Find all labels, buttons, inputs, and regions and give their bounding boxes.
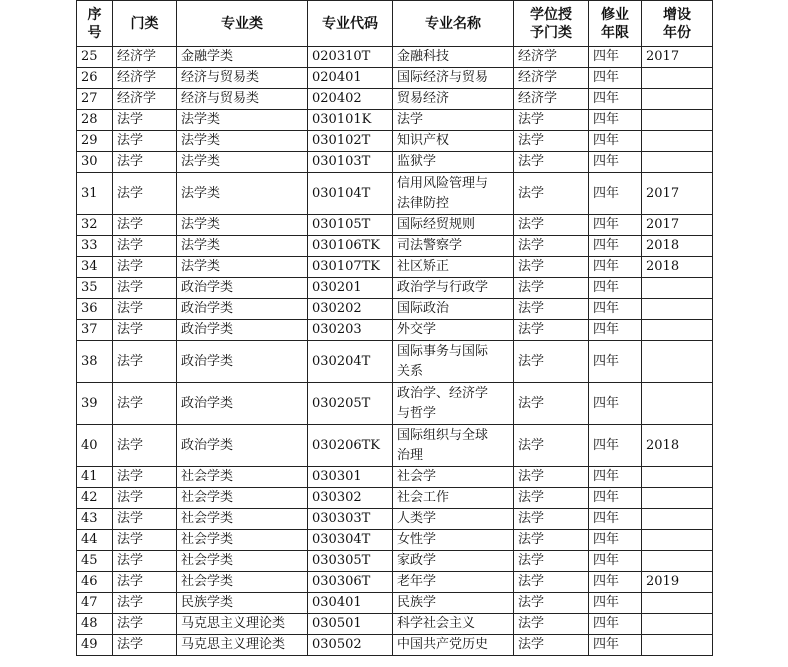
table-body xyxy=(77,47,713,656)
cell-class: 法学类 xyxy=(177,257,308,278)
cell-degree: 法学 xyxy=(514,593,589,614)
table-row xyxy=(77,173,713,215)
cell-no: 37 xyxy=(77,320,113,341)
cell-class: 金融学类 xyxy=(177,47,308,68)
cell-degree: 法学 xyxy=(514,236,589,257)
cell-code: 020310T xyxy=(308,47,393,68)
cell-name: 社区矫正 xyxy=(393,257,514,278)
cell-name: 政治学与行政学 xyxy=(393,278,514,299)
cell-code: 020401 xyxy=(308,68,393,89)
table-row xyxy=(77,467,713,488)
cell-category: 法学 xyxy=(113,614,177,635)
cell-name: 国际组织与全球 治理 xyxy=(393,425,514,467)
cell-class: 社会学类 xyxy=(177,467,308,488)
cell-class: 政治学类 xyxy=(177,299,308,320)
cell-no: 28 xyxy=(77,110,113,131)
cell-category: 法学 xyxy=(113,509,177,530)
cell-category: 法学 xyxy=(113,341,177,383)
cell-class: 法学类 xyxy=(177,236,308,257)
table-row xyxy=(77,215,713,236)
cell-name: 司法警察学 xyxy=(393,236,514,257)
cell-degree: 法学 xyxy=(514,131,589,152)
cell-degree: 经济学 xyxy=(514,89,589,110)
cell-years: 四年 xyxy=(589,131,642,152)
majors-sheet xyxy=(76,0,712,656)
cell-name: 社会工作 xyxy=(393,488,514,509)
cell-category: 法学 xyxy=(113,635,177,656)
cell-code: 030105T xyxy=(308,215,393,236)
table-row xyxy=(77,635,713,656)
cell-no: 41 xyxy=(77,467,113,488)
table-row xyxy=(77,551,713,572)
cell-years: 四年 xyxy=(589,425,642,467)
cell-no: 40 xyxy=(77,425,113,467)
cell-added-year xyxy=(642,614,713,635)
cell-years: 四年 xyxy=(589,299,642,320)
cell-years: 四年 xyxy=(589,68,642,89)
cell-name: 金融科技 xyxy=(393,47,514,68)
cell-category: 法学 xyxy=(113,488,177,509)
cell-code: 030102T xyxy=(308,131,393,152)
cell-added-year xyxy=(642,467,713,488)
cell-years: 四年 xyxy=(589,530,642,551)
cell-added-year: 2018 xyxy=(642,257,713,278)
cell-added-year xyxy=(642,131,713,152)
cell-code: 030103T xyxy=(308,152,393,173)
cell-no: 38 xyxy=(77,341,113,383)
cell-code: 030206TK xyxy=(308,425,393,467)
cell-category: 法学 xyxy=(113,257,177,278)
cell-class: 政治学类 xyxy=(177,278,308,299)
cell-no: 25 xyxy=(77,47,113,68)
cell-no: 31 xyxy=(77,173,113,215)
cell-added-year: 2019 xyxy=(642,572,713,593)
cell-code: 030101K xyxy=(308,110,393,131)
cell-name: 政治学、经济学 与哲学 xyxy=(393,383,514,425)
cell-no: 32 xyxy=(77,215,113,236)
cell-category: 经济学 xyxy=(113,89,177,110)
table-row xyxy=(77,257,713,278)
cell-category: 法学 xyxy=(113,131,177,152)
cell-no: 42 xyxy=(77,488,113,509)
cell-no: 29 xyxy=(77,131,113,152)
cell-no: 30 xyxy=(77,152,113,173)
cell-category: 法学 xyxy=(113,215,177,236)
cell-class: 经济与贸易类 xyxy=(177,89,308,110)
cell-category: 法学 xyxy=(113,173,177,215)
cell-degree: 法学 xyxy=(514,320,589,341)
cell-class: 马克思主义理论类 xyxy=(177,614,308,635)
table-row xyxy=(77,509,713,530)
cell-degree: 法学 xyxy=(514,278,589,299)
table-row xyxy=(77,68,713,89)
cell-degree: 法学 xyxy=(514,467,589,488)
cell-category: 法学 xyxy=(113,320,177,341)
cell-years: 四年 xyxy=(589,110,642,131)
cell-added-year: 2017 xyxy=(642,173,713,215)
cell-years: 四年 xyxy=(589,572,642,593)
cell-code: 030305T xyxy=(308,551,393,572)
cell-class: 政治学类 xyxy=(177,341,308,383)
cell-no: 39 xyxy=(77,383,113,425)
cell-category: 法学 xyxy=(113,572,177,593)
table-row xyxy=(77,47,713,68)
cell-no: 47 xyxy=(77,593,113,614)
cell-category: 法学 xyxy=(113,236,177,257)
cell-class: 马克思主义理论类 xyxy=(177,635,308,656)
cell-added-year xyxy=(642,152,713,173)
cell-no: 45 xyxy=(77,551,113,572)
cell-class: 法学类 xyxy=(177,131,308,152)
cell-code: 030106TK xyxy=(308,236,393,257)
table-row xyxy=(77,593,713,614)
cell-degree: 法学 xyxy=(514,383,589,425)
table-row xyxy=(77,572,713,593)
cell-years: 四年 xyxy=(589,614,642,635)
table-row xyxy=(77,110,713,131)
cell-no: 27 xyxy=(77,89,113,110)
cell-degree: 经济学 xyxy=(514,47,589,68)
cell-degree: 法学 xyxy=(514,173,589,215)
cell-name: 人类学 xyxy=(393,509,514,530)
cell-name: 中国共产党历史 xyxy=(393,635,514,656)
cell-class: 法学类 xyxy=(177,110,308,131)
cell-code: 030501 xyxy=(308,614,393,635)
cell-name: 监狱学 xyxy=(393,152,514,173)
cell-years: 四年 xyxy=(589,509,642,530)
header-degree: 学位授 予门类 xyxy=(514,1,589,47)
cell-class: 法学类 xyxy=(177,215,308,236)
cell-years: 四年 xyxy=(589,551,642,572)
cell-class: 法学类 xyxy=(177,152,308,173)
cell-code: 030201 xyxy=(308,278,393,299)
header-no: 序 号 xyxy=(77,1,113,47)
cell-degree: 法学 xyxy=(514,635,589,656)
cell-degree: 法学 xyxy=(514,551,589,572)
cell-degree: 法学 xyxy=(514,488,589,509)
table-row xyxy=(77,131,713,152)
cell-no: 34 xyxy=(77,257,113,278)
cell-name: 社会学 xyxy=(393,467,514,488)
table-row xyxy=(77,488,713,509)
cell-name: 知识产权 xyxy=(393,131,514,152)
cell-years: 四年 xyxy=(589,47,642,68)
cell-class: 经济与贸易类 xyxy=(177,68,308,89)
cell-years: 四年 xyxy=(589,173,642,215)
cell-years: 四年 xyxy=(589,278,642,299)
table-row xyxy=(77,530,713,551)
cell-years: 四年 xyxy=(589,635,642,656)
header-row xyxy=(77,1,713,47)
cell-years: 四年 xyxy=(589,89,642,110)
cell-code: 020402 xyxy=(308,89,393,110)
cell-name: 家政学 xyxy=(393,551,514,572)
cell-code: 030306T xyxy=(308,572,393,593)
cell-class: 社会学类 xyxy=(177,488,308,509)
cell-degree: 法学 xyxy=(514,257,589,278)
cell-category: 经济学 xyxy=(113,68,177,89)
cell-added-year: 2017 xyxy=(642,47,713,68)
cell-code: 030502 xyxy=(308,635,393,656)
cell-years: 四年 xyxy=(589,383,642,425)
cell-added-year xyxy=(642,383,713,425)
cell-added-year: 2017 xyxy=(642,215,713,236)
cell-degree: 经济学 xyxy=(514,68,589,89)
cell-category: 经济学 xyxy=(113,47,177,68)
cell-no: 26 xyxy=(77,68,113,89)
cell-added-year: 2018 xyxy=(642,425,713,467)
header-class: 专业类 xyxy=(177,1,308,47)
cell-degree: 法学 xyxy=(514,341,589,383)
table-row xyxy=(77,299,713,320)
cell-added-year xyxy=(642,110,713,131)
cell-years: 四年 xyxy=(589,467,642,488)
cell-added-year xyxy=(642,530,713,551)
cell-code: 030302 xyxy=(308,488,393,509)
cell-no: 46 xyxy=(77,572,113,593)
cell-class: 社会学类 xyxy=(177,509,308,530)
cell-code: 030203 xyxy=(308,320,393,341)
cell-code: 030205T xyxy=(308,383,393,425)
cell-class: 社会学类 xyxy=(177,551,308,572)
cell-category: 法学 xyxy=(113,278,177,299)
cell-category: 法学 xyxy=(113,299,177,320)
cell-code: 030107TK xyxy=(308,257,393,278)
cell-added-year xyxy=(642,299,713,320)
majors-table xyxy=(76,0,713,656)
cell-name: 女性学 xyxy=(393,530,514,551)
cell-degree: 法学 xyxy=(514,509,589,530)
cell-no: 33 xyxy=(77,236,113,257)
table-row xyxy=(77,614,713,635)
cell-added-year xyxy=(642,68,713,89)
cell-name: 国际经济与贸易 xyxy=(393,68,514,89)
cell-code: 030301 xyxy=(308,467,393,488)
cell-added-year xyxy=(642,341,713,383)
header-years: 修业 年限 xyxy=(589,1,642,47)
cell-years: 四年 xyxy=(589,593,642,614)
cell-degree: 法学 xyxy=(514,425,589,467)
cell-class: 社会学类 xyxy=(177,572,308,593)
cell-name: 信用风险管理与 法律防控 xyxy=(393,173,514,215)
cell-code: 030204T xyxy=(308,341,393,383)
cell-class: 法学类 xyxy=(177,173,308,215)
table-row xyxy=(77,89,713,110)
cell-class: 社会学类 xyxy=(177,530,308,551)
cell-no: 49 xyxy=(77,635,113,656)
cell-category: 法学 xyxy=(113,467,177,488)
cell-category: 法学 xyxy=(113,530,177,551)
cell-years: 四年 xyxy=(589,488,642,509)
cell-no: 48 xyxy=(77,614,113,635)
cell-code: 030202 xyxy=(308,299,393,320)
cell-degree: 法学 xyxy=(514,299,589,320)
table-row xyxy=(77,341,713,383)
cell-name: 国际事务与国际 关系 xyxy=(393,341,514,383)
cell-category: 法学 xyxy=(113,425,177,467)
cell-added-year xyxy=(642,551,713,572)
cell-no: 36 xyxy=(77,299,113,320)
cell-class: 民族学类 xyxy=(177,593,308,614)
header-category: 门类 xyxy=(113,1,177,47)
cell-name: 贸易经济 xyxy=(393,89,514,110)
cell-added-year xyxy=(642,509,713,530)
cell-no: 43 xyxy=(77,509,113,530)
cell-degree: 法学 xyxy=(514,614,589,635)
cell-category: 法学 xyxy=(113,152,177,173)
cell-name: 国际政治 xyxy=(393,299,514,320)
table-row xyxy=(77,383,713,425)
cell-years: 四年 xyxy=(589,215,642,236)
cell-years: 四年 xyxy=(589,320,642,341)
cell-added-year xyxy=(642,278,713,299)
cell-added-year: 2018 xyxy=(642,236,713,257)
cell-degree: 法学 xyxy=(514,110,589,131)
cell-class: 政治学类 xyxy=(177,320,308,341)
cell-degree: 法学 xyxy=(514,152,589,173)
cell-category: 法学 xyxy=(113,383,177,425)
cell-code: 030303T xyxy=(308,509,393,530)
cell-name: 科学社会主义 xyxy=(393,614,514,635)
table-row xyxy=(77,236,713,257)
cell-added-year xyxy=(642,89,713,110)
cell-name: 民族学 xyxy=(393,593,514,614)
cell-class: 政治学类 xyxy=(177,383,308,425)
cell-years: 四年 xyxy=(589,236,642,257)
cell-category: 法学 xyxy=(113,593,177,614)
cell-category: 法学 xyxy=(113,110,177,131)
cell-code: 030304T xyxy=(308,530,393,551)
cell-category: 法学 xyxy=(113,551,177,572)
cell-added-year xyxy=(642,593,713,614)
cell-years: 四年 xyxy=(589,152,642,173)
cell-degree: 法学 xyxy=(514,530,589,551)
cell-no: 44 xyxy=(77,530,113,551)
cell-name: 法学 xyxy=(393,110,514,131)
cell-degree: 法学 xyxy=(514,215,589,236)
cell-name: 外交学 xyxy=(393,320,514,341)
cell-class: 政治学类 xyxy=(177,425,308,467)
cell-code: 030401 xyxy=(308,593,393,614)
cell-degree: 法学 xyxy=(514,572,589,593)
cell-name: 老年学 xyxy=(393,572,514,593)
cell-added-year xyxy=(642,488,713,509)
header-code: 专业代码 xyxy=(308,1,393,47)
cell-added-year xyxy=(642,320,713,341)
table-row xyxy=(77,425,713,467)
cell-added-year xyxy=(642,635,713,656)
table-row xyxy=(77,152,713,173)
header-name: 专业名称 xyxy=(393,1,514,47)
cell-name: 国际经贸规则 xyxy=(393,215,514,236)
header-added-year: 增设 年份 xyxy=(642,1,713,47)
table-row xyxy=(77,278,713,299)
cell-no: 35 xyxy=(77,278,113,299)
cell-code: 030104T xyxy=(308,173,393,215)
table-row xyxy=(77,320,713,341)
cell-years: 四年 xyxy=(589,341,642,383)
cell-years: 四年 xyxy=(589,257,642,278)
